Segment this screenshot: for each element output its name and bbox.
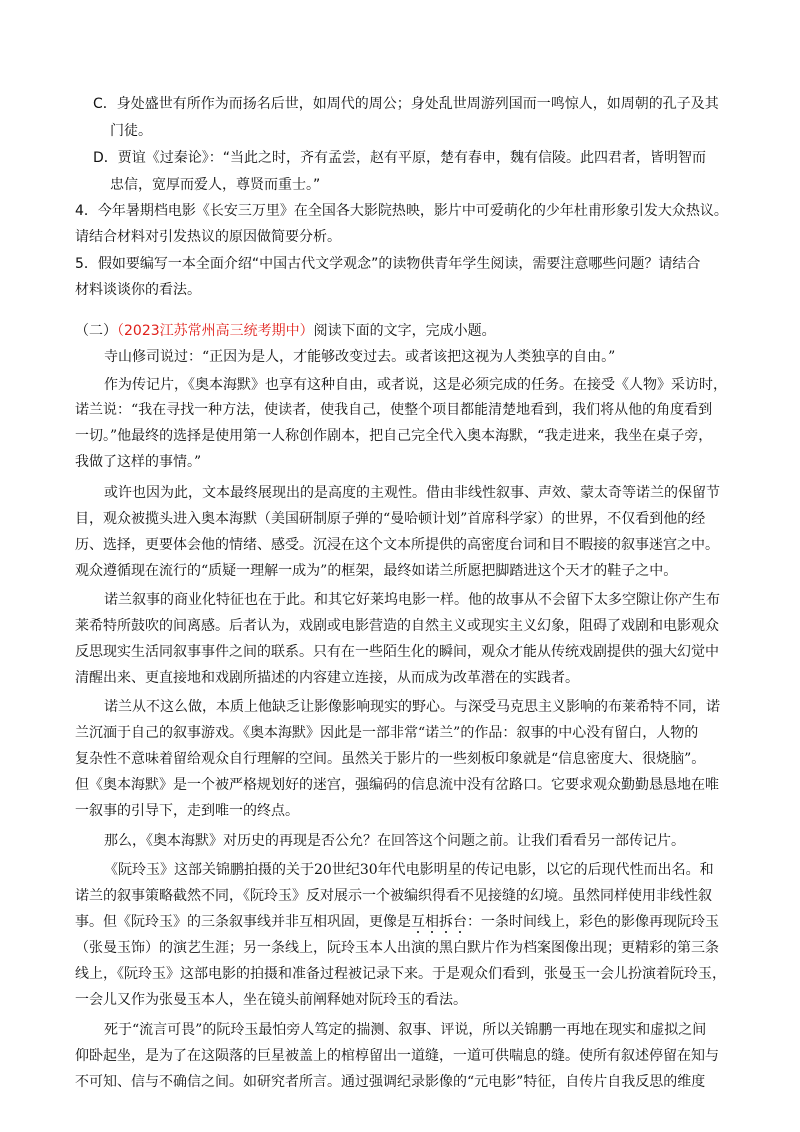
passage-line: 一切。”他最终的选择是使用第一人称创作剧本，把自己完全代入奥本海默，“我走进来，我坐在桌子旁， <box>75 428 713 444</box>
passage-line: 复杂性不意味着留给观众自行理解的空间。虽然关于影片的一些刻板印象就是“信息密度大、很烧脑”。 <box>75 751 706 767</box>
passage-line: 一会儿又作为张曼玉本人，坐在镜头前阐释她对阮玲玉的看法。 <box>75 992 467 1008</box>
emphasis-dot-char: 互 <box>411 914 425 930</box>
section-heading <box>75 321 496 341</box>
emphasis-dot-char: 台 <box>453 914 467 930</box>
passage-line <box>75 912 719 932</box>
passage-text: 事。但《阮玲玉》的三条叙事线并非互相巩固，更像是 <box>75 914 411 930</box>
passage-line: 寺山修司说过：“正因为是人，才能够改变过去。或者该把这视为人类独享的自由。” <box>104 349 616 365</box>
passage-line: 历、选择，更要体会他的情绪、感受。沉浸在这个文本所提供的高密度台词和目不暇接的叙事迷宫之中。 <box>75 537 719 553</box>
passage-text: ：一条时间线上，彩色的影像再现阮玲玉 <box>467 914 719 930</box>
passage-line: 或许也因为此，文本最终展现出的是高度的主观性。借由非线性叙事、声效、蒙太奇等诺兰的保留节 <box>104 485 720 501</box>
passage-line: 仰卧起坐，是为了在这陨落的巨星被盖上的棺椁留出一道缝，一道可供喘息的缝。使所有叙述停留在知与 <box>75 1048 719 1064</box>
passage-line: （张曼玉饰）的演艺生涯；另一条线上，阮玲玉本人出演的黑白默片作为档案图像出现；更精彩的第三条 <box>75 940 719 956</box>
option-d-line-1: D．贾谊《过秦论》：“当此之时，齐有孟尝，赵有平原，楚有春申，魏有信陵。此四君者，皆明智而 <box>93 150 707 166</box>
option-c-line-2: 门徒。 <box>110 123 152 139</box>
passage-line: 我做了这样的事情。” <box>75 454 202 470</box>
emphasized-phrase <box>411 914 467 930</box>
question-5-line-2: 材料谈谈你的看法。 <box>75 282 201 298</box>
option-c-line-1: C．身处盛世有所作为而扬名后世，如周代的周公；身处乱世周游列国而一鸣惊人，如周朝的孔子及其 <box>93 96 719 112</box>
section-source: （2023江苏常州高三统考期中） <box>117 323 314 339</box>
section-number: （二） <box>75 323 117 339</box>
emphasized-text <box>411 914 467 930</box>
option-d-line-2: 忠信，宽厚而爱人，尊贤而重士。” <box>110 177 321 193</box>
passage-line: 《阮玲玉》这部关锦鹏拍摄的关于20世纪30年代电影明星的传记电影，以它的后现代性而出名。和 <box>104 862 714 878</box>
passage-line: 作为传记片，《奥本海默》也享有这种自由，或者说，这是必须完成的任务。在接受《人物》采访时， <box>104 377 727 393</box>
question-4-line-2: 请结合材料对引发热议的原因做简要分析。 <box>75 229 341 245</box>
passage-line: 但《奥本海默》是一个被严格规划好的迷宫，强编码的信息流中没有岔路口。它要求观众勤勤恳恳地在唯 <box>75 777 719 793</box>
passage-line: 莱希特所鼓吹的间离感。后者认为，戏剧或电影营造的自然主义或现实主义幻象，阻碍了戏剧和电影观众 <box>75 618 719 634</box>
passage-line: 反思现实生活同叙事事件之间的联系。只有在一些陌生化的瞬间，观众才能从传统戏剧提供的强大幻觉中 <box>75 644 719 660</box>
passage-line: 观众遵循现在流行的“质疑一理解一成为”的框架，最终如诺兰所愿把脚踏进这个天才的鞋子之中。 <box>75 563 678 579</box>
passage-line: 诺兰从不这么做，本质上他缺乏让影像影响现实的野心。与深受马克思主义影响的布莱希特不同，诺 <box>104 699 720 715</box>
section-instruction: 阅读下面的文字，完成小题。 <box>313 323 496 339</box>
passage-line: 一叙事的引导下，走到唯一的终点。 <box>75 803 299 819</box>
passage-line: 清醒出来、更直接地和戏剧所描述的内容建立连接，从而成为改革潜在的实践者。 <box>75 670 579 686</box>
passage-line: 线上，《阮玲玉》这部电影的拍摄和准备过程被记录下来。于是观众们看到，张曼玉一会儿扮演着阮玲玉， <box>75 966 726 982</box>
question-4-line-1: 4．今年暑期档电影《长安三万里》在全国各大影院热映，影片中可爱萌化的少年杜甫形象引发大众热议。 <box>75 203 728 219</box>
passage-line: 诺兰的叙事策略截然不同，《阮玲玉》反对展示一个被编织得看不见接缝的幻境。虽然同样使用非线性叙 <box>75 888 712 904</box>
passage-line: 诺兰叙事的商业化特征也在于此。和其它好莱坞电影一样。他的故事从不会留下太多空隙让你产生布 <box>104 592 720 608</box>
passage-line: 那么，《奥本海默》对历史的再现是否公允？在回答这个问题之前。让我们看看另一部传记片。 <box>104 833 685 849</box>
emphasis-dot-char: 相 <box>425 914 439 930</box>
passage-line: 目，观众被揽头进入奥本海默（美国研制原子弹的“曼哈顿计划”首席科学家）的世界，不仅看到他的经 <box>75 511 706 527</box>
question-5-line-1: 5．假如要编写一本全面介绍“中国古代文学观念”的读物供青年学生阅读，需要注意哪些问题？请结合 <box>75 256 701 272</box>
emphasis-dot-char: 拆 <box>439 914 453 930</box>
passage-line: 诺兰说：“我在寻找一种方法，使读者，使我自己，使整个项目都能清楚地看到，我们将从他的角度看到 <box>75 402 713 418</box>
passage-line: 不可知、信与不确信之间。如研究者所言。通过强调纪录影像的“元电影”特征，自传片自我反思的维度 <box>75 1074 706 1090</box>
passage-line: 死于“流言可畏”的阮玲玉最怕旁人笃定的揣测、叙事、评说，所以关锦鹏一再地在现实和虚拟之间 <box>104 1022 707 1038</box>
passage-line: 兰沉湎于自己的叙事游戏。《奥本海默》因此是一部非常“诺兰”的作品：叙事的中心没有留白，人物的 <box>75 725 699 741</box>
